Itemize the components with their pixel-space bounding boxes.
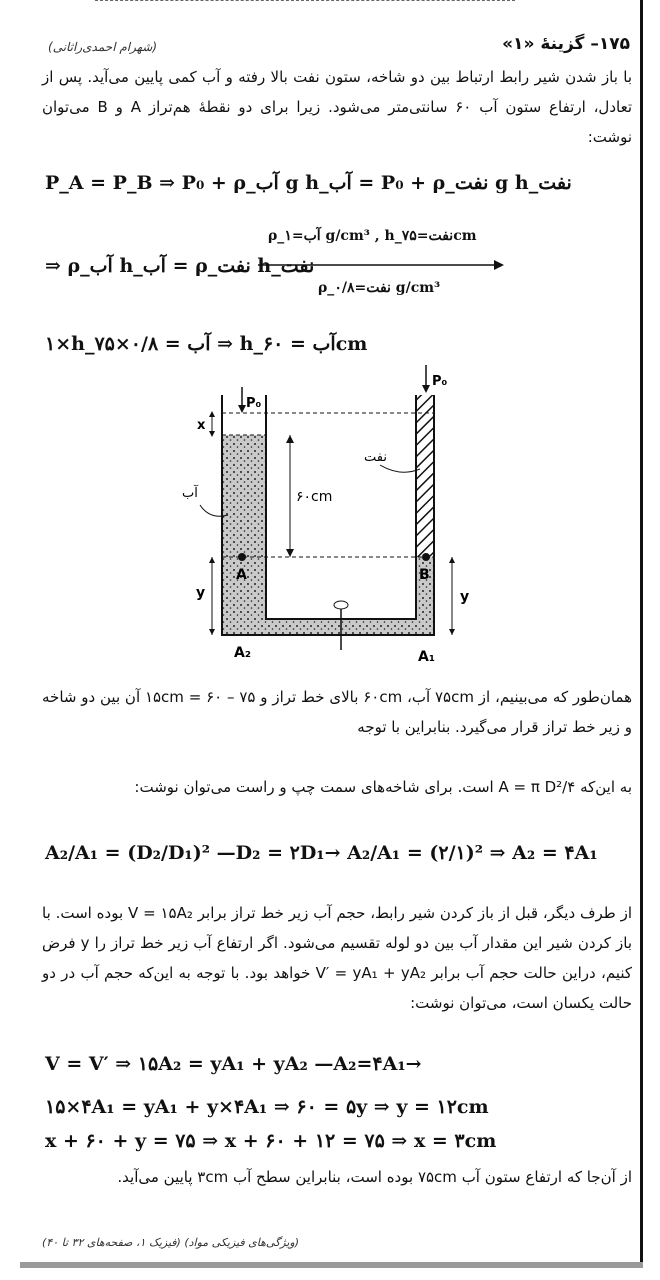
equation-2-below: ρ_نفت=۰/۸ g/cm³	[318, 280, 441, 296]
p0-right-label: P₀	[432, 374, 448, 389]
point-b-marker	[422, 553, 430, 561]
height-60cm-label: ۶۰cm	[296, 489, 333, 505]
right-border	[640, 0, 643, 1262]
equation-1: P_A = P_B ⇒ P₀ + ρ_آب g h_آب = P₀ + ρ_نفت g h_نفت	[45, 172, 572, 194]
equation-2-left: ⇒ ρ_آب h_آب = ρ_نفت h_نفت	[45, 255, 315, 277]
conclusion-paragraph: از آن‌جا که ارتفاع ستون آب ۷۵cm بوده است، بنابراین سطح آب ۳cm پایین می‌آید.	[117, 1168, 632, 1186]
equation-2-arrow	[258, 258, 504, 272]
paragraph-4: از طرف دیگر، قبل از باز کردن شیر رابط، حجم آب زیر خط تراز برابر V = ۱۵A₂ بوده است. با باز کردن شیر این مقدار آب بین دو لوله تقسیم می‌شود. اگر ارتفاع آب زیر خط تراز را y فرض کنیم، دراین حالت حجم آب برابر V′ = yA₁ + yA₂ خواهد بود. با توجه به این‌که حجم آب در دو حالت یکسان است، می‌توان نوشت:	[42, 904, 632, 1012]
paragraph-2: همان‌طور که می‌بینیم، از ۷۵cm آب، ۶۰cm بالای خط تراز و ۱۵cm = ۶۰ – ۷۵ آن بین دو شاخه و زیر خط تراز قرار می‌گیرد. بنابراین با توجه	[42, 688, 632, 736]
area-a2-label: A₂	[234, 645, 251, 661]
question-number: ۱۷۵– گزینهٔ «۱»	[502, 34, 630, 54]
source-footer: (ویژگی‌های فیزیکی مواد) (فیزیک ۱، صفحه‌های ۳۲ تا ۴۰)	[42, 1236, 300, 1249]
equation-5: V = V′ ⇒ ۱۵A₂ = yA₁ + yA₂ —A₂=۴A₁→	[45, 1053, 422, 1075]
point-a-label: A	[236, 567, 247, 583]
x-label: x	[197, 418, 206, 433]
oil-label: نفت	[364, 450, 387, 465]
bottom-border	[20, 1262, 643, 1268]
equation-2-above: ρ_آب=۱ g/cm³ , h_نفت=۷۵cm	[268, 228, 477, 244]
equation-7: x + ۶۰ + y = ۷۵ ⇒ x + ۶۰ + ۱۲ = ۷۵ ⇒ x = ۳cm	[45, 1130, 497, 1152]
u-tube-diagram	[182, 365, 470, 675]
water-label: آب	[182, 486, 198, 501]
author-credit: (شهرام احمدی‌راثانی)	[48, 40, 158, 54]
area-a1-label: A₁	[418, 649, 435, 665]
water-left-column	[222, 435, 266, 635]
point-b-label: B	[419, 567, 430, 583]
point-a-marker	[238, 553, 246, 561]
oil-column	[416, 395, 434, 557]
top-dashed-rule	[95, 0, 515, 1]
equation-6: ۱۵×۴A₁ = yA₁ + y×۴A₁ ⇒ ۶۰ = ۵y ⇒ y = ۱۲cm	[45, 1096, 489, 1118]
intro-paragraph: با باز شدن شیر رابط ارتباط بین دو شاخه، ستون نفت بالا رفته و آب کمی پایین می‌آید. پس از تعادل، ارتفاع ستون آب ۶۰ سانتی‌متر می‌شود. زیرا برای دو نقطهٔ هم‌تراز A و B می‌توان نوشت:	[42, 68, 632, 146]
p0-left-label: P₀	[246, 396, 262, 411]
paragraph-3: به این‌که A = π D²/۴ است. برای شاخه‌های سمت چپ و راست می‌توان نوشت:	[134, 778, 632, 796]
y-left-label: y	[196, 585, 206, 601]
equation-3: ۱×h_آب = ۰/۸×۷۵ ⇒ h_آب = ۶۰cm	[45, 333, 368, 355]
y-right-label: y	[460, 589, 470, 605]
equation-4: A₂/A₁ = (D₂/D₁)² —D₂ = ۲D₁→ A₂/A₁ = (۲/۱)² ⇒ A₂ = ۴A₁	[45, 842, 598, 864]
